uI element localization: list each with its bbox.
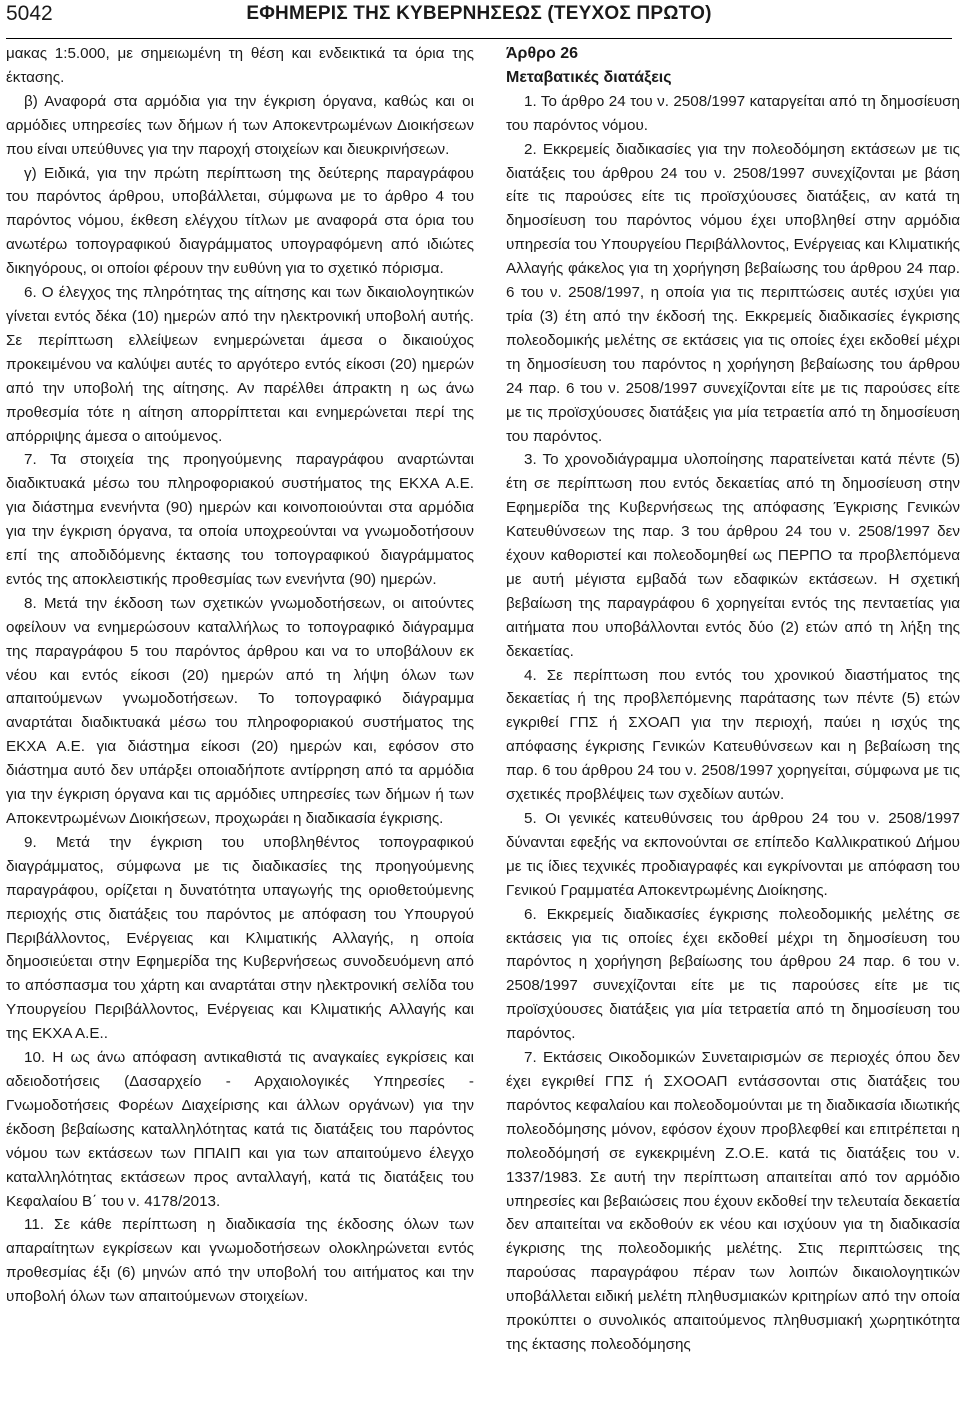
page-number: 5042 (6, 2, 53, 25)
paragraph: γ) Ειδικά, για την πρώτη περίπτωση της δεύτερης παραγράφου του παρόντος άρθρου, υποβάλλεται, σύμφωνα με το άρθρο 4 του παρόντος νόμου, έκθεση ελέγχου τίτλων με αναφορά στα όρια του ανωτέρω τοπογραφικού διαγράμματος υπογραφόμενη από ιδιώτες δικηγόρους, οι οποίοι φέρουν την ευθύνη για το σχετικό πόρισμα. (6, 164, 474, 278)
journal-title: ΕΦΗΜΕΡΙΣ ΤΗΣ ΚΥΒΕΡΝΗΣΕΩΣ (ΤΕΥΧΟΣ ΠΡΩΤΟ) (246, 3, 712, 24)
text-columns (6, 42, 960, 1425)
paragraph: 4. Σε περίπτωση που εντός του χρονικού διαστήματος της δεκαετίας ή της προβλεπόμενης παράτασης των πέντε (5) ετών εγκριθεί ΓΠΣ ή ΣΧΟΑΠ για την περιοχή, παύει η ισχύς της απόφασης έγκρισης Γενικών Κατευθύνσεων και η βεβαίωση της παρ. 6 του άρθρου 24 του ν. 2508/1997 χορηγείται, σύμφωνα με τις σχετικές προβλέψεις των σχεδίων αυτών. (506, 666, 960, 804)
paragraph: 5. Οι γενικές κατευθύνσεις του άρθρου 24 του ν. 2508/1997 δύνανται εφεξής να εκπονούνται σε επίπεδο Καλλικρατικού Δήμου με τις ίδιες τεχνικές προδιαγραφές και εγκρίνονται με απόφαση του Γενικού Γραμματέα Αποκεντρωμένης Διοίκησης. (506, 810, 960, 899)
article-title: Άρθρο 26 (506, 45, 579, 62)
paragraph: 2. Εκκρεμείς διαδικασίες για την πολεοδόμηση εκτάσεων με τις διατάξεις του άρθρου 24 του ν. 2508/1997 συνεχίζονται με βάση είτε τις παρούσες είτε τις προϊσχύουσες διατάξεις, αν κατά τη δημοσίευση του παρόντος νόμου έχει υποβληθεί στην αρμόδια υπηρεσία του Υπουργείου Περιβάλλοντος, Ενέργειας και Κλιματικής Αλλαγής φάκελος για τη χορήγηση βεβαίωσης του άρθρου 24 παρ. 6 του ν. 2508/1997, η οποία για τις περιπτώσεις αυτές ισχύει για τρία (3) έτη από την έκδοσή της. Εκκρεμείς διαδικασίες έγκρισης πολεοδομικής μελέτης σε εκτάσεις για τις οποίες έχει εκδοθεί μέχρι τη δημοσίευση του παρόντος η χορήγηση βεβαίωσης του άρθρου 24 παρ. 6 του ν. 2508/1997 συνεχίζονται είτε με τις παρούσες είτε με τις προϊσχύουσες διατάξεις για μία τετραετία από τη δημοσίευση του παρόντος. (506, 140, 960, 445)
paragraph: 6. Εκκρεμείς διαδικασίες έγκρισης πολεοδομικής μελέτης σε εκτάσεις για τις οποίες έχει εκδοθεί μέχρι τη δημοσίευση του παρόντος η χορήγηση βεβαίωσης του άρθρου 24 παρ. 6 του ν. 2508/1997 συνεχίζονται είτε με τις παρούσες είτε με τις προϊσχύουσες διατάξεις για μία τετραετία από τη δημοσίευση του παρόντος. (506, 905, 960, 1043)
page-header (6, 0, 952, 39)
right-column (506, 42, 960, 1357)
paragraph: 8. Μετά την έκδοση των σχετικών γνωμοδοτήσεων, οι αιτούντες οφείλουν να ενημερώσουν καταλλήλως το τοπογραφικό διάγραμμα της παραγράφου 5 του παρόντος άρθρου και να το υποβάλουν εκ νέου και εντός είκοσι (20) ημερών από τη λήψη όλων των απαιτούμενων γνωμοδοτήσεων. Το τοπογραφικό διάγραμμα αναρτάται διαδικτυακά μέσω του πληροφοριακού συστήματος της ΕΚΧΑ Α.Ε. για διάστημα είκοσι (20) ημερών και, εφόσον στο διάστημα αυτό δεν υπάρξει οποιαδήποτε αντίρρηση από τα αρμόδια για την έγκριση όργανα και τις αρμόδιες υπηρεσίες των δήμων ή των Αποκεντρωμένων Διοικήσεων, προχωράει η διαδικασία έγκρισης. (6, 594, 474, 827)
paragraph: μακας 1:5.000, με σημειωμένη τη θέση και ενδεικτικά τα όρια της έκτασης. (6, 45, 474, 86)
paragraph: 9. Μετά την έγκριση του υποβληθέντος τοπογραφικού διαγράμματος, σύμφωνα με τις διαδικασίες της προηγούμενης παραγράφου, ορίζεται η δυνατότητα υπαγωγής της οριοθετούμενης περιοχής στις διατάξεις του παρόντος με απόφαση του Υπουργού Περιβάλλοντος, Ενέργειας και Κλιματικής Αλλαγής, η οποία δημοσιεύεται στην Εφημερίδα της Κυβερνήσεως συνοδευόμενη από το απόσπασμα του χάρτη και αναρτάται στην ηλεκτρονική σελίδα του Υπουργείου Περιβάλλοντος, Ενέργειας και Κλιματικής Αλλαγής και της ΕΚΧΑ Α.Ε.. (6, 833, 474, 1043)
paragraph: 1. Το άρθρο 24 του ν. 2508/1997 καταργείται από τη δημοσίευση του παρόντος νόμου. (506, 92, 960, 134)
paragraph: 6. Ο έλεγχος της πληρότητας της αίτησης και των δικαιολογητικών γίνεται εντός δέκα (10) ημερών από την ηλεκτρονική υποβολή αυτής. Σε περίπτωση ελλείψεων ενημερώνεται άμεσα ο δικαιούχος προκειμένου να καλύψει αυτές το αργότερο εντός είκοσι (20) ημερών από την υποβολή της αίτησης. Αν παρέλθει άπρακτη η ως άνω προθεσμία τότε η αίτηση απορρίπτεται και ενημερώνεται περί της απόρριψης άμεσα ο αιτούμενος. (6, 284, 474, 445)
paragraph: β) Αναφορά στα αρμόδια για την έγκριση όργανα, καθώς και οι αρμόδιες υπηρεσίες των δήμων ή των Αποκεντρωμένων Διοικήσεων που είναι υπεύθυνες για την παροχή στοιχείων και διευκρινήσεων. (6, 92, 474, 158)
article-subtitle: Μεταβατικές διατάξεις (506, 68, 672, 86)
paragraph: 3. Το χρονοδιάγραμμα υλοποίησης παρατείνεται κατά πέντε (5) έτη σε περίπτωση που εντός δεκαετίας από τη δημοσίευση στην Εφημερίδα της Κυβερνήσεως της απόφασης Έγκρισης Γενικών Κατευθύνσεων της παρ. 3 του άρθρου 24 του ν. 2508/1997 δεν έχουν καθοριστεί και πολεοδομηθεί ως ΠΕΡΠΟ τα προβλεπόμενα με αυτή μέγιστα εμβαδά των εδαφικών εκτάσεων. Η σχετική βεβαίωση της παραγράφου 6 χορηγείται εντός της πενταετίας για αιτήματα που υποβάλλονται εντός δύο (2) ετών από τη λήξη της δεκαετίας. (506, 451, 960, 660)
paragraph: 7. Εκτάσεις Οικοδομικών Συνεταιρισμών σε περιοχές όπου δεν έχει εγκριθεί ΓΠΣ ή ΣΧΟΟΑΠ εντάσσονται στις διατάξεις του παρόντος κεφαλαίου και πολεοδομούνται με τη διαδικασία ιδιωτικής πολεοδόμησης μόνον, εφόσον έχουν προβλεφθεί και επιτρέπεται η πολεοδόμησή σε εγκεκριμένη Ζ.Ο.Ε. κατά τις διατάξεις του ν. 1337/1983. Σε αυτή την περίπτωση απαιτείται από τον αρμόδιο υπηρεσίες και βεβαιώσεις που έχουν εκδοθεί την τελευταία δεκαετία δεν απαιτείται να εκδοθούν εκ νέου και ισχύουν για τη διαδικασία έγκρισης της πολεοδομικής μελέτης. Στις περιπτώσεις της παρούσας παραγράφου πέραν των λοιπών δικαιολογητικών υποβάλλεται ειδική μελέτη πληθυσμιακών κριτηρίων από την οποία προκύπτει ο συνολικός απαιτούμενος πληθυσμιακή χωρητικότητα της έκτασης πολεοδόμησης (506, 1049, 960, 1353)
left-column (6, 42, 474, 1309)
paragraph: 7. Τα στοιχεία της προηγούμενης παραγράφου αναρτώνται διαδικτυακά μέσω του πληροφοριακού συστήματος της ΕΚΧΑ Α.Ε. για διάστημα ενενήντα (90) ημερών και κοινοποιούνται στα αρμόδια για την έγκριση όργανα, τα οποία υποχρεούνται να γνωμοδοτήσουν επί της αποδιδόμενης έκτασης του τοπογραφικού διαγράμματος εντός της αποκλειστικής προθεσμίας των ενενήντα (90) ημερών. (6, 451, 474, 588)
paragraph: 11. Σε κάθε περίπτωση η διαδικασία της έκδοσης όλων των απαραίτητων εγκρίσεων και γνωμοδοτήσεων ολοκληρώνεται εντός προθεσμίας έξι (6) μηνών από την υποβολή του αιτήματος και την υποβολή όλων των απαιτούμενων στοιχείων. (6, 1216, 474, 1306)
paragraph: 10. Η ως άνω απόφαση αντικαθιστά τις αναγκαίες εγκρίσεις και αδειοδοτήσεις (Δασαρχείο - Αρχαιολογικές Υπηρεσίες - Γνωμοδοτήσεις Φορέων Διαχείρισης και άλλων οργάνων) για την έκδοση βεβαίωσης καταλληλότητας κατά τις διατάξεις του παρόντος νόμου των εκτάσεων των ΠΠΑΙΠ και για των απαιτούμενο έλεγχο καταλληλότητας εκτάσεων προς ανταλλαγή, κατά τις διατάξεις του Κεφαλαίου Β΄ του ν. 4178/2013. (6, 1049, 474, 1210)
